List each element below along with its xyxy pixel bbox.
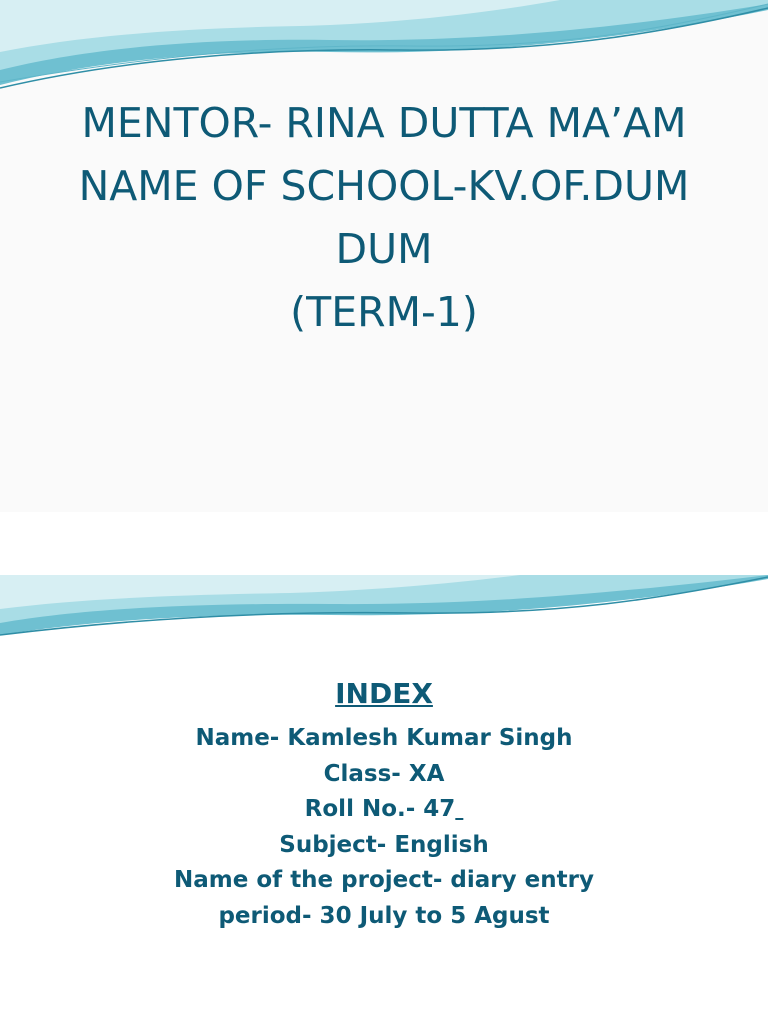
index-heading: INDEX <box>335 677 433 710</box>
decorative-wave <box>0 575 768 637</box>
title-line-term: (TERM-1) <box>290 288 478 336</box>
roll-underline <box>455 796 463 822</box>
title-line-mentor: MENTOR- RINA DUTTA MA’AM <box>81 99 687 147</box>
student-class: Class- XA <box>323 760 445 787</box>
roll-number-text: Roll No.- 47 <box>304 796 456 822</box>
project-name: Name of the project- diary entry <box>174 867 594 893</box>
decorative-wave <box>0 0 768 90</box>
index-content <box>0 671 768 934</box>
title-text <box>0 92 768 344</box>
index-slide <box>0 575 768 1024</box>
title-line-school-cont: DUM <box>335 225 433 273</box>
subject: Subject- English <box>279 831 489 858</box>
roll-number <box>0 792 768 828</box>
period: period- 30 July to 5 Agust <box>218 902 550 929</box>
title-line-school: NAME OF SCHOOL-KV.OF.DUM <box>78 162 690 210</box>
student-name: Name- Kamlesh Kumar Singh <box>195 725 573 751</box>
